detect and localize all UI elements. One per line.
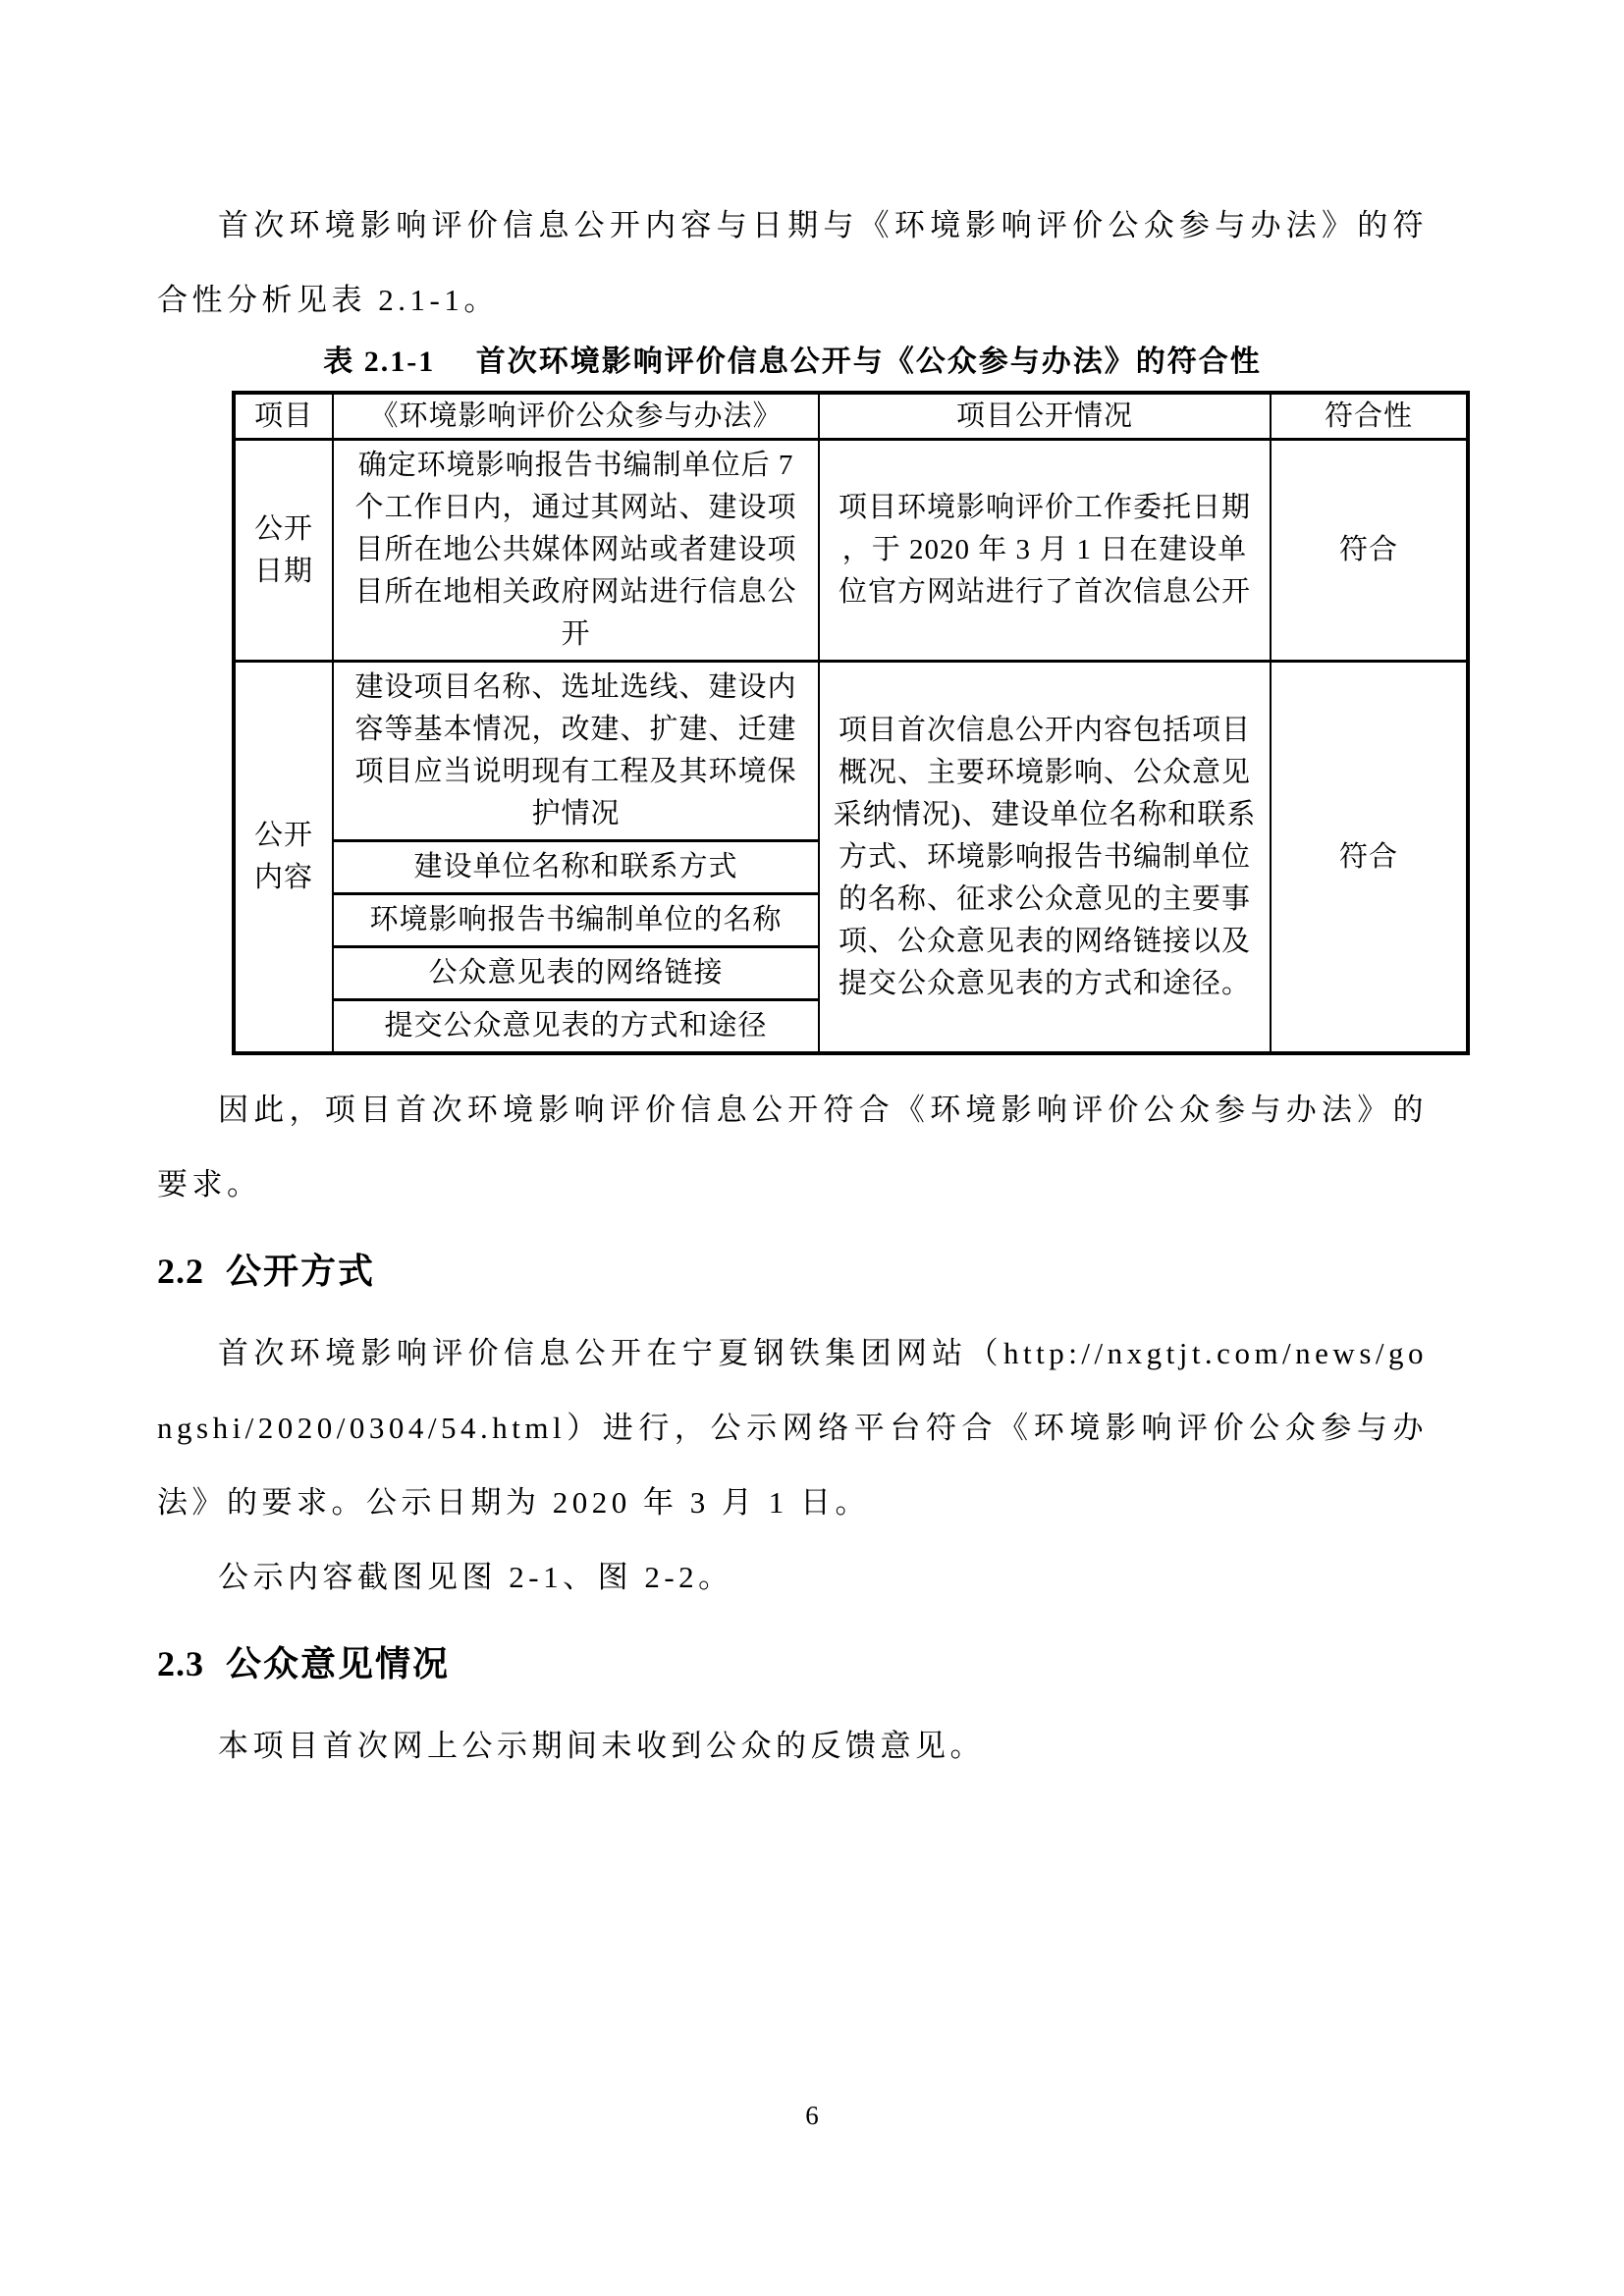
column-header-item: 项目 (234, 393, 333, 440)
open-content-method-cell-3: 环境影响报告书编制单位的名称 (333, 894, 819, 947)
open-date-method-cell: 确定环境影响报告书编制单位后 7 个工作日内，通过其网站、建设项目所在地公共媒体网站或者建设项目所在地相关政府网站进行信息公开 (333, 440, 819, 662)
section-number: 2.2 (157, 1252, 204, 1291)
open-date-label: 公开日期 (234, 440, 333, 662)
spacer (157, 1055, 1428, 1073)
open-content-method-cell-5: 提交公众意见表的方式和途径 (333, 1000, 819, 1054)
section-heading-2-3 (157, 1640, 1428, 1687)
page-number: 6 (805, 2101, 819, 2130)
open-content-method-cell-4: 公众意见表的网络链接 (333, 947, 819, 1000)
column-header-conformity: 符合性 (1271, 393, 1468, 440)
open-date-conformity-cell: 符合 (1271, 440, 1468, 662)
paragraph-section23-body: 本项目首次网上公示期间未收到公众的反馈意见。 (218, 1729, 985, 1763)
section-title: 公众意见情况 (226, 1644, 451, 1683)
column-header-method: 《环境影响评价公众参与办法》 (333, 393, 819, 440)
open-content-label: 公开内容 (234, 662, 333, 1054)
paragraph-section22-body: 首次环境影响评价信息公开在宁夏钢铁集团网站（http://nxgtjt.com/news/gongshi/2020/0304/54.html）进行，公示网络平台符合《环境影响评价公众参与办法》的要求。公示日期为 2020 年 3 月 1 日。 (157, 1336, 1428, 1520)
column-header-status: 项目公开情况 (819, 393, 1271, 440)
table-caption: 表 2.1-1 首次环境影响评价信息公开与《公众参与办法》的符合性 (323, 346, 1262, 378)
open-content-method-cell-1: 建设项目名称、选址选线、建设内容等基本情况，改建、扩建、迁建项目应当说明现有工程及其环境保护情况 (333, 662, 819, 841)
section-number: 2.3 (157, 1644, 204, 1683)
open-content-conformity-cell: 符合 (1271, 662, 1468, 1054)
paragraph-intro: 首次环境影响评价信息公开内容与日期与《环境影响评价公众参与办法》的符合性分析见表 2.1-1。 (157, 208, 1428, 317)
section-title: 公开方式 (226, 1252, 376, 1291)
paragraph-conclusion: 因此，项目首次环境影响评价信息公开符合《环境影响评价公众参与办法》的要求。 (157, 1093, 1428, 1201)
table-header-row (234, 393, 1468, 440)
section-heading-2-2 (157, 1248, 1428, 1295)
table-row-open-date (234, 440, 1468, 662)
table-row-open-content (234, 662, 1468, 841)
open-content-status-cell: 项目首次信息公开内容包括项目概况、主要环境影响、公众意见采纳情况)、建设单位名称和联系方式、环境影响报告书编制单位的名称、征求公众意见的主要事项、公众意见表的网络链接以及提交公众意见表的方式和途径。 (819, 662, 1271, 1054)
compliance-table (232, 391, 1470, 1055)
open-date-status-cell: 项目环境影响评价工作委托日期 ，于 2020 年 3 月 1 日在建设单位官方网站进行了首次信息公开 (819, 440, 1271, 662)
paragraph-section22-note: 公示内容截图见图 2-1、图 2-2。 (218, 1560, 733, 1594)
open-content-method-cell-2: 建设单位名称和联系方式 (333, 841, 819, 894)
